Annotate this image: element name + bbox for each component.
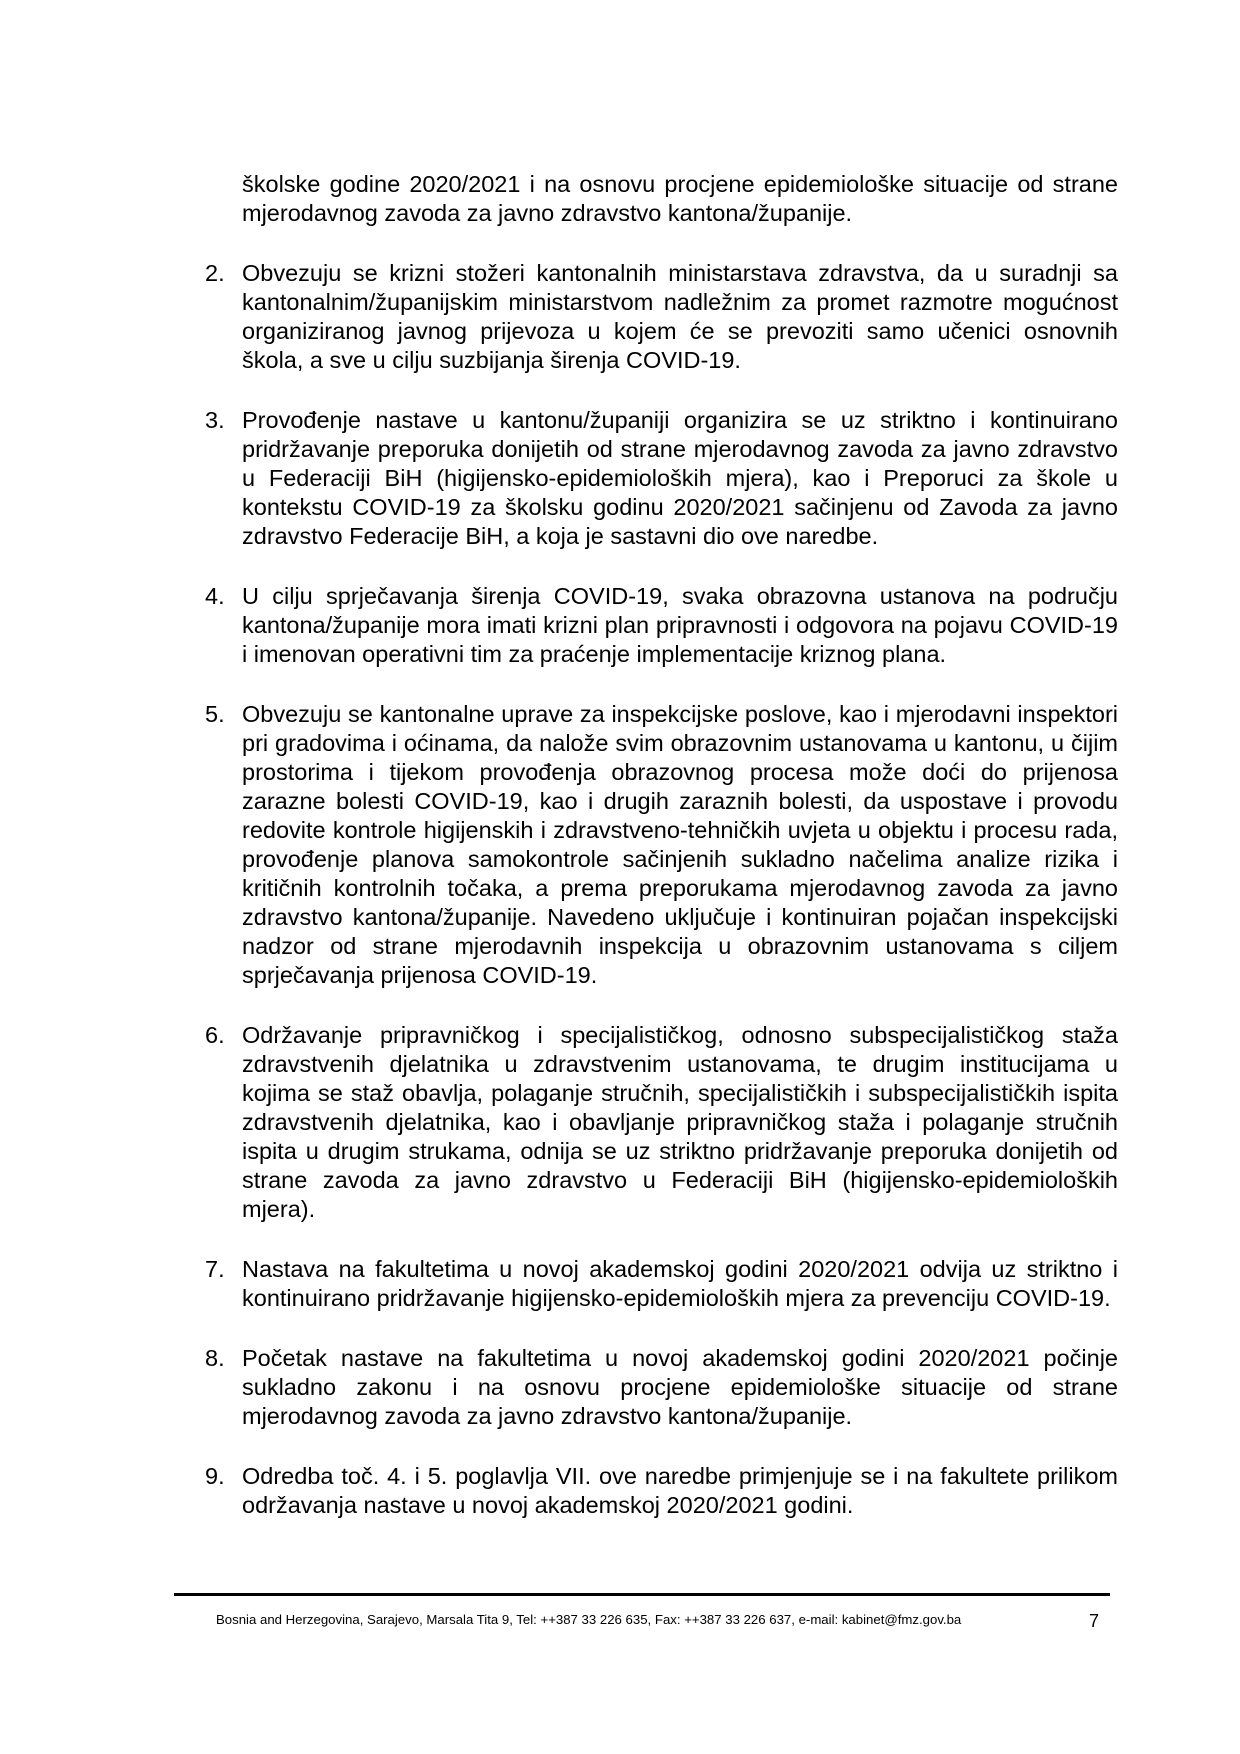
list-item bbox=[205, 406, 1118, 551]
list-item-number: 3. bbox=[205, 407, 225, 433]
list-item bbox=[205, 582, 1118, 669]
document-body bbox=[205, 170, 1118, 1551]
list-item-text: Obvezuju se kantonalne uprave za inspekcijske poslove, kao i mjerodavni inspektori pri gradovima i oćinama, da nalože svim obrazovnim ustanovama u kantonu, u čijim prostorima i tijekom provođenja obrazovnog procesa može doći do prijenosa zarazne bolesti COVID-19, kao i drugih zaraznih bolesti, da uspostave i provodu redovite kontrole higijenskih i zdravstveno-tehničkih uvjeta u objektu i procesu rada, provođenje planova samokontrole sačinjenih sukladno načelima analize rizika i kritičnih kontrolnih točaka, a prema preporukama mjerodavnog zavoda za javno zdravstvo kantona/županije. Navedeno uključuje i kontinuiran pojačan inspekcijski nadzor od strane mjerodavnih inspekcija u obrazovnim ustanovama s ciljem sprječavanja prijenosa COVID-19. bbox=[242, 701, 1118, 988]
list-item bbox=[205, 1255, 1118, 1313]
list-item-text: Obvezuju se krizni stožeri kantonalnih ministarstava zdravstva, da u suradnji sa kantonalnim/županijskim ministarstvom nadležnim za promet razmotre mogućnost organiziranog javnog prijevoza u kojem će se prevoziti samo učenici osnovnih škola, a sve u cilju suzbijanja širenja COVID-19. bbox=[242, 260, 1118, 373]
list-item-text: Nastava na fakultetima u novoj akademskoj godini 2020/2021 odvija uz striktno i kontinuirano pridržavanje higijensko-epidemioloških mjera za prevenciju COVID-19. bbox=[242, 1256, 1118, 1311]
list-item bbox=[205, 1462, 1118, 1520]
list-item-number: 9. bbox=[205, 1463, 225, 1489]
lead-paragraph: školske godine 2020/2021 i na osnovu procjene epidemiološke situacije od strane mjerodavnog zavoda za javno zdravstvo kantona/županije. bbox=[242, 171, 1118, 226]
list-item bbox=[205, 1021, 1118, 1224]
list-item-text: Početak nastave na fakultetima u novoj akademskoj godini 2020/2021 počinje sukladno zakonu i na osnovu procjene epidemiološke situacije od strane mjerodavnog zavoda za javno zdravstvo kantona/županije. bbox=[242, 1345, 1118, 1429]
list-item-text: Odredba toč. 4. i 5. poglavlja VII. ove naredbe primjenjuje se i na fakultete prilikom održavanja nastave u novoj akademskoj 2020/2021 godini. bbox=[242, 1463, 1118, 1518]
list-item-number: 2. bbox=[205, 260, 225, 286]
list-item-number: 4. bbox=[205, 583, 225, 609]
list-item-text: Održavanje pripravničkog i specijalističkog, odnosno subspecijalističkog staža zdravstvenih djelatnika u zdravstvenim ustanovama, te drugim institucijama u kojima se staž obavlja, polaganje stručnih, specijalističkih i subspecijalističkih ispita zdravstvenih djelatnika, kao i obavljanje pripravničkog staža i polaganje stručnih ispita u drugim strukama, odnija se uz striktno pridržavanje preporuka donijetih od strane zavoda za javno zdravstvo u Federaciji BiH (higijensko-epidemioloških mjera). bbox=[242, 1022, 1118, 1222]
list-item bbox=[205, 259, 1118, 375]
list-item-number: 8. bbox=[205, 1345, 225, 1371]
list-item-number: 5. bbox=[205, 701, 225, 727]
list-item bbox=[205, 1344, 1118, 1431]
list-item bbox=[205, 700, 1118, 990]
footer-address: Bosnia and Herzegovina, Sarajevo, Marsala Tita 9, Tel: ++387 33 226 635, Fax: ++387 33 226 637, e-mail: kabinet@fmz.gov.ba bbox=[216, 1612, 962, 1627]
list-item-text: Provođenje nastave u kantonu/županiji organizira se uz striktno i kontinuirano pridržavanje preporuka donijetih od strane mjerodavnog zavoda za javno zdravstvo u Federaciji BiH (higijensko-epidemioloških mjera), kao i Preporuci za škole u kontekstu COVID-19 za školsku godinu 2020/2021 sačinjenu od Zavoda za javno zdravstvo Federacije BiH, a koja je sastavni dio ove naredbe. bbox=[242, 407, 1118, 549]
list-item-number: 6. bbox=[205, 1022, 225, 1048]
page-number: 7 bbox=[1089, 1611, 1100, 1631]
footer-divider bbox=[174, 1593, 1110, 1596]
list-item-number: 7. bbox=[205, 1256, 225, 1282]
list-item-text: U cilju sprječavanja širenja COVID-19, svaka obrazovna ustanova na području kantona/županije mora imati krizni plan pripravnosti i odgovora na pojavu COVID-19 i imenovan operativni tim za praćenje implementacije kriznog plana. bbox=[242, 583, 1118, 667]
